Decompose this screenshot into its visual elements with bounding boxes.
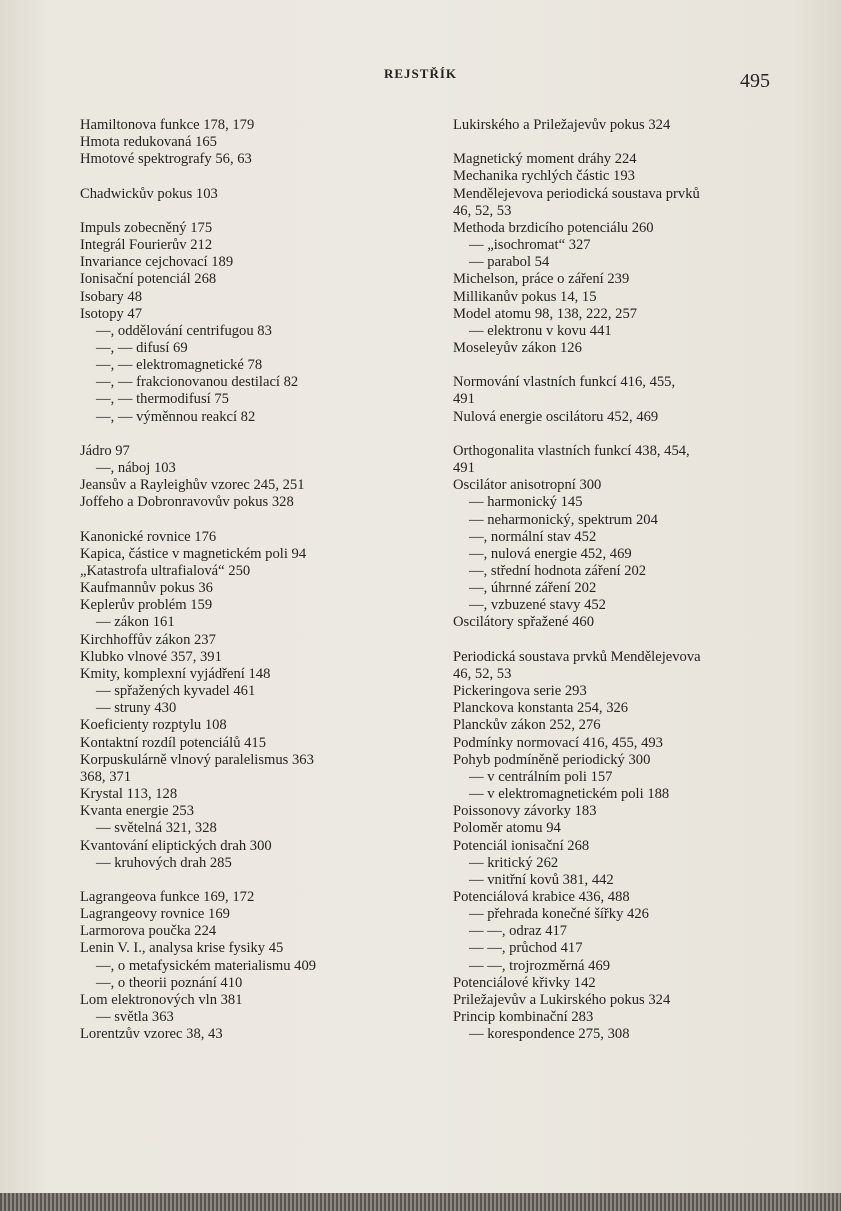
- index-entry: Mendělejevova periodická soustava prvků: [453, 185, 700, 202]
- index-entry: Kaufmannův pokus 36: [80, 580, 213, 597]
- index-entry: Kmity, komplexní vyjádření 148: [80, 665, 271, 682]
- index-entry: Oscilátory spřažené 460: [453, 614, 595, 631]
- index-entry: Millikanův pokus 14, 15: [453, 288, 597, 305]
- index-subentry: —, střední hodnota záření 202: [469, 563, 647, 580]
- index-subentry: — harmonický 145: [469, 494, 583, 511]
- index-entry: Orthogonalita vlastních funkcí 438, 454,: [453, 442, 690, 459]
- index-entry: Integrál Fourierův 212: [80, 237, 213, 254]
- index-entry: Koeficienty rozptylu 108: [80, 717, 227, 734]
- index-entry-continuation: 368, 371: [80, 768, 132, 785]
- index-entry: Planckova konstanta 254, 326: [453, 700, 629, 717]
- index-subentry: —, nulová energie 452, 469: [469, 545, 632, 562]
- index-subentry: —, — thermodifusí 75: [96, 391, 229, 408]
- index-entry: Lagrangeova funkce 169, 172: [80, 888, 255, 905]
- index-subentry: — —, trojrozměrná 469: [469, 957, 611, 974]
- index-subentry: — kruhových drah 285: [96, 854, 232, 871]
- index-subentry: — —, průchod 417: [469, 940, 583, 957]
- index-subentry: —, — elektromagnetické 78: [96, 357, 263, 374]
- index-entry: Kvanta energie 253: [80, 803, 195, 820]
- entry-spacer: [80, 426, 440, 443]
- index-subentry: —, — výměnnou reakcí 82: [96, 408, 256, 425]
- index-subentry: — struny 430: [96, 700, 177, 717]
- entry-spacer: [453, 357, 788, 374]
- index-subentry: —, — difusí 69: [96, 340, 188, 356]
- index-entry: Princip kombinační 283: [453, 1009, 594, 1026]
- index-entry: Michelson, práce o záření 239: [453, 271, 630, 288]
- index-entry: Impuls zobecněný 175: [80, 219, 213, 236]
- index-entry: Potenciálová krabice 436, 488: [453, 888, 630, 905]
- index-entry-continuation: 46, 52, 53: [453, 665, 512, 682]
- index-entry: Moseleyův zákon 126: [453, 340, 582, 357]
- index-entry: Lorentzův vzorec 38, 43: [80, 1026, 223, 1043]
- index-entry: Lenin V. I., analysa krise fysiky 45: [80, 940, 284, 957]
- index-entry: Model atomu 98, 138, 222, 257: [453, 305, 638, 322]
- index-subentry: —, náboj 103: [96, 460, 176, 477]
- entry-spacer: [453, 426, 788, 443]
- index-subentry: —, — frakcionovanou destilací 82: [96, 374, 299, 391]
- index-entry: Korpuskulárně vlnový paralelismus 363: [80, 751, 314, 768]
- index-entry: Mechanika rychlých částic 193: [453, 168, 635, 185]
- index-subentry: — elektronu v kovu 441: [469, 322, 612, 339]
- index-entry: Kirchhoffův zákon 237: [80, 631, 216, 648]
- index-subentry: —, o metafysickém materialismu 409: [96, 957, 317, 974]
- running-head: REJSTŘÍK: [383, 66, 458, 81]
- entry-spacer: [80, 168, 440, 185]
- index-subentry: — spřažených kyvadel 461: [96, 683, 256, 700]
- index-column-right: [453, 117, 788, 1043]
- index-entry: Magnetický moment dráhy 224: [453, 151, 637, 168]
- index-entry: Jeansův a Rayleighův vzorec 245, 251: [80, 477, 305, 494]
- index-subentry: —, oddělování centrifugou 83: [96, 322, 272, 339]
- index-subentry: — „isochromat“ 327: [469, 237, 591, 254]
- index-subentry: — vnitřní kovů 381, 442: [469, 871, 614, 888]
- index-entry: Hmota redukovaná 165: [80, 134, 217, 151]
- index-entry: Oscilátor anisotropní 300: [453, 477, 602, 494]
- index-entry: Lom elektronových vln 381: [80, 991, 243, 1008]
- index-subentry: —, vzbuzené stavy 452: [469, 597, 606, 614]
- index-entry: Kanonické rovnice 176: [80, 528, 217, 545]
- index-entry: Jádro 97: [80, 442, 130, 459]
- index-entry-continuation: 491: [453, 460, 475, 477]
- entry-spacer: [453, 632, 788, 649]
- index-subentry: — v centrálním poli 157: [469, 768, 613, 785]
- index-subentry: — přehrada konečné šířky 426: [469, 906, 649, 923]
- index-subentry: — v elektromagnetickém poli 188: [469, 786, 670, 803]
- index-entry: Hmotové spektrografy 56, 63: [80, 151, 252, 168]
- index-entry: Poissonovy závorky 183: [453, 803, 597, 820]
- index-entry: Isotopy 47: [80, 305, 143, 322]
- index-entry: Klubko vlnové 357, 391: [80, 648, 222, 665]
- index-subentry: —, normální stav 452: [469, 528, 597, 545]
- index-entry: Ionisační potenciál 268: [80, 271, 217, 288]
- index-entry: Kontaktní rozdíl potenciálů 415: [80, 734, 267, 751]
- entry-spacer: [80, 512, 440, 529]
- index-entry: Periodická soustava prvků Mendělejevova: [453, 648, 701, 665]
- index-entry: Potenciálové křivky 142: [453, 974, 596, 991]
- index-entry: „Katastrofa ultrafialová“ 250: [80, 563, 251, 579]
- index-entry: Pickeringova serie 293: [453, 683, 587, 700]
- index-subentry: — zákon 161: [96, 614, 175, 631]
- index-entry: Potenciál ionisační 268: [453, 837, 590, 854]
- entry-spacer: [80, 203, 440, 220]
- index-entry: Chadwickův pokus 103: [80, 185, 218, 202]
- index-entry: Krystal 113, 128: [80, 786, 178, 803]
- index-subentry: —, úhrnné záření 202: [469, 580, 597, 597]
- index-subentry: — parabol 54: [469, 254, 550, 271]
- index-subentry: — korespondence 275, 308: [469, 1026, 630, 1043]
- index-subentry: — neharmonický, spektrum 204: [469, 511, 658, 528]
- entry-spacer: [453, 134, 788, 151]
- page-number: 495: [740, 70, 770, 92]
- index-subentry: — světla 363: [96, 1009, 174, 1026]
- index-entry: Priležajevův a Lukirského pokus 324: [453, 991, 671, 1008]
- index-subentry: — —, odraz 417: [469, 923, 568, 940]
- index-entry: Hamiltonova funkce 178, 179: [80, 117, 255, 133]
- index-subentry: —, o theorii poznání 410: [96, 974, 243, 991]
- index-entry: Isobary 48: [80, 288, 143, 305]
- page-bottom-edge: [0, 1193, 841, 1211]
- index-entry: Methoda brzdicího potenciálu 260: [453, 219, 654, 236]
- index-subentry: — kritický 262: [469, 854, 559, 871]
- index-entry: Kvantování eliptických drah 300: [80, 837, 272, 854]
- index-entry: Podmínky normovací 416, 455, 493: [453, 734, 663, 751]
- index-entry: Nulová energie oscilátoru 452, 469: [453, 408, 659, 425]
- index-entry: Normování vlastních funkcí 416, 455,: [453, 374, 676, 391]
- index-entry: Lagrangeovy rovnice 169: [80, 906, 230, 923]
- index-column-left: [80, 117, 440, 1043]
- index-entry-continuation: 46, 52, 53: [453, 202, 512, 219]
- index-entry: Kapica, částice v magnetickém poli 94: [80, 545, 307, 562]
- index-entry: Pohyb podmíněně periodický 300: [453, 751, 651, 768]
- index-entry: Joffeho a Dobronravovův pokus 328: [80, 494, 294, 511]
- index-entry: Larmorova poučka 224: [80, 923, 217, 940]
- index-subentry: — světelná 321, 328: [96, 820, 217, 837]
- index-entry: Invariance cejchovací 189: [80, 254, 234, 271]
- index-entry: Poloměr atomu 94: [453, 820, 561, 837]
- index-entry: Lukirského a Priležajevův pokus 324: [453, 117, 671, 133]
- entry-spacer: [80, 872, 440, 889]
- index-entry: Planckův zákon 252, 276: [453, 717, 601, 734]
- index-entry: Keplerův problém 159: [80, 597, 213, 614]
- index-entry-continuation: 491: [453, 391, 475, 408]
